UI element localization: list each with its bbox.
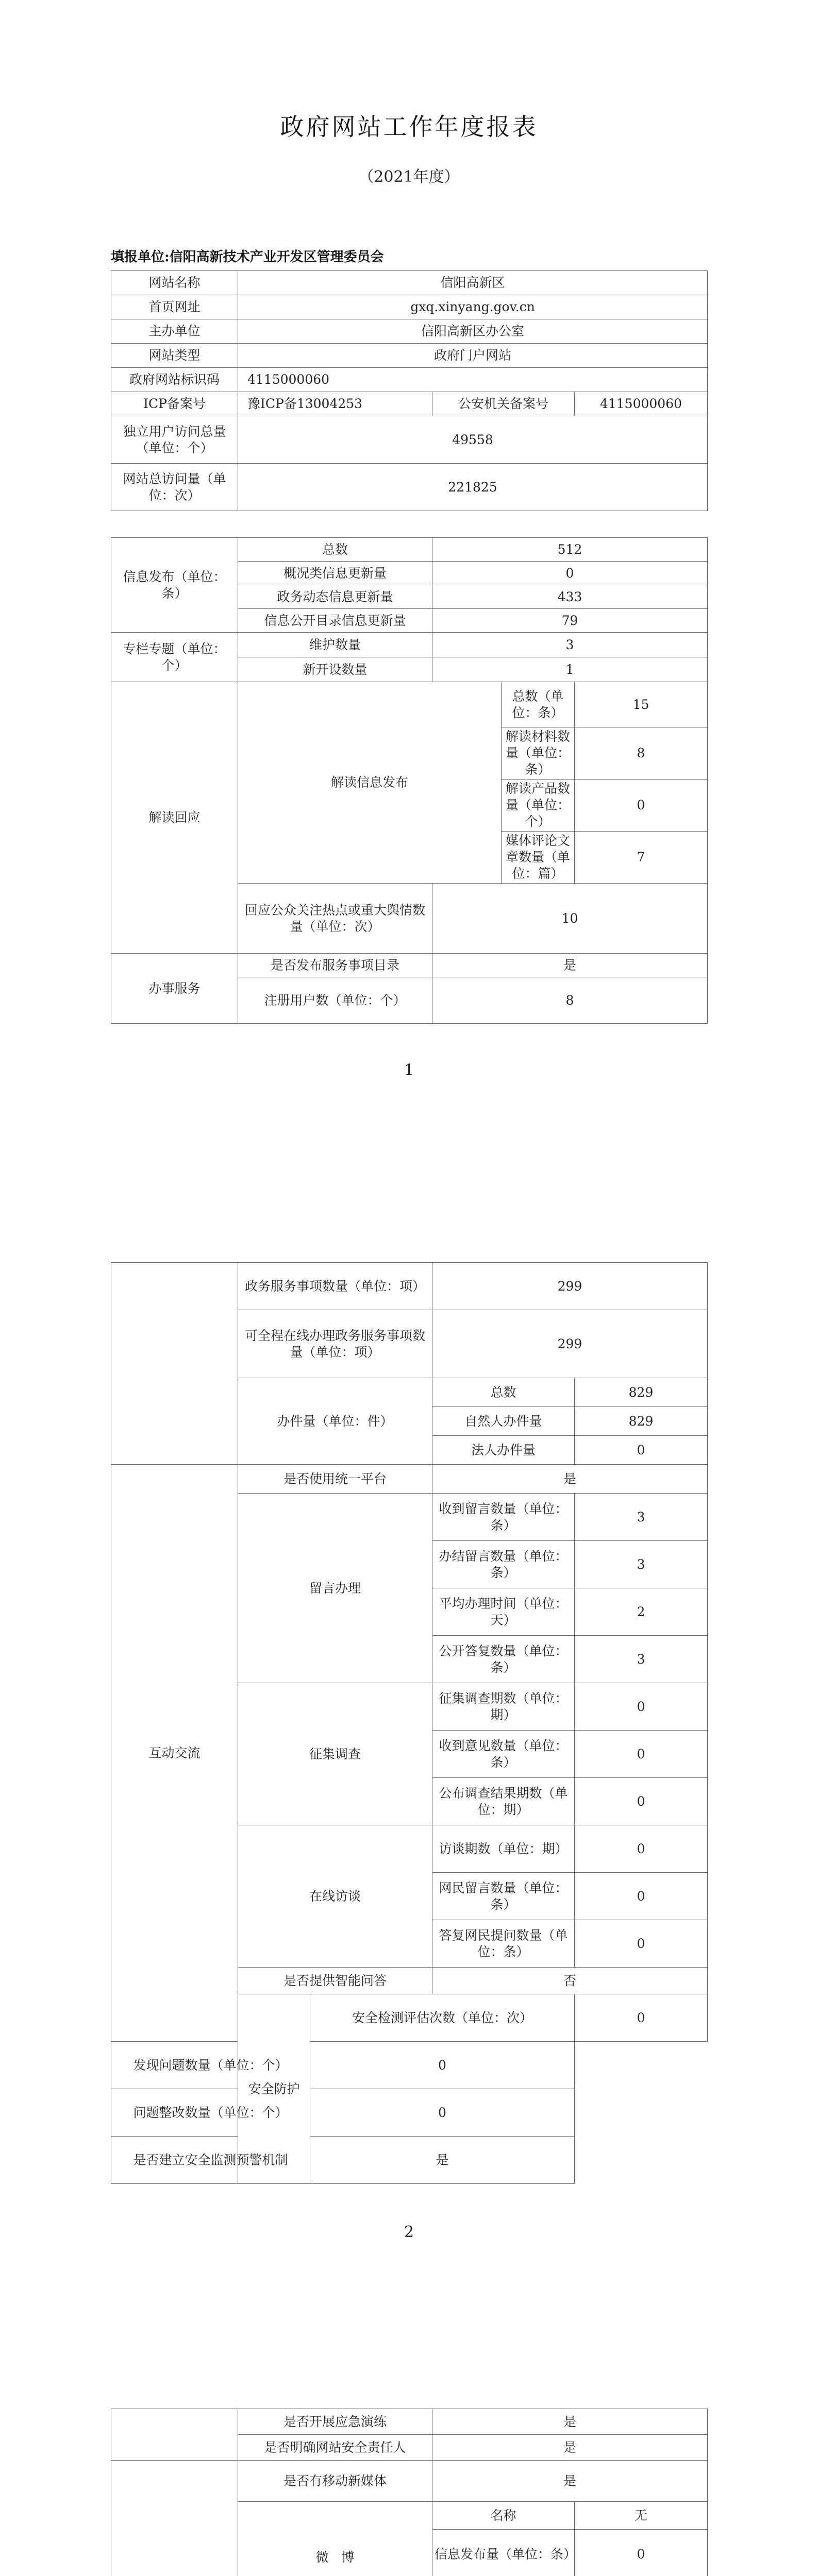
service-legal-value: 0 bbox=[575, 1436, 708, 1465]
report-table-page1 bbox=[111, 270, 708, 511]
site-code-value: 4115000060 bbox=[238, 368, 708, 392]
report-table-page3 bbox=[111, 2409, 708, 2576]
security-issues-label: 发现问题数量（单位：个） bbox=[111, 2042, 310, 2089]
uv-value: 49558 bbox=[238, 416, 708, 464]
info-overview-value: 0 bbox=[432, 562, 708, 585]
security-issues-value: 0 bbox=[310, 2042, 575, 2089]
interpret-label: 解读回应 bbox=[111, 682, 238, 954]
msg-public-value: 3 bbox=[575, 1636, 708, 1683]
interview-a-value: 0 bbox=[575, 1920, 708, 1968]
service-catalog-value: 是 bbox=[432, 954, 708, 977]
service-natural-value: 829 bbox=[575, 1407, 708, 1436]
service-handled-total-value: 829 bbox=[575, 1378, 708, 1407]
platform-value: 是 bbox=[432, 1465, 708, 1494]
service-label: 办事服务 bbox=[111, 954, 238, 1024]
interpret-products-value: 0 bbox=[575, 779, 708, 832]
report-year: （2021年度） bbox=[358, 168, 460, 186]
interpret-materials-label: 解读材料数量（单位：条） bbox=[502, 727, 575, 779]
security-fixed-label: 问题整改数量（单位：个） bbox=[111, 2089, 310, 2137]
interpret-sub-label: 解读信息发布 bbox=[238, 682, 502, 884]
reporting-unit: 填报单位:信阳高新技术产业开发区管理委员会 bbox=[111, 249, 384, 265]
survey-label: 征集调查 bbox=[238, 1683, 432, 1825]
interview-count-label: 访谈期数（单位：期） bbox=[432, 1825, 575, 1873]
security-label-cont bbox=[111, 2409, 238, 2461]
info-publish-label: 信息发布（单位：条） bbox=[111, 538, 238, 633]
pv-label: 网站总访问量（单位：次） bbox=[111, 464, 238, 511]
survey-results-value: 0 bbox=[575, 1778, 708, 1825]
site-type-label: 网站类型 bbox=[111, 344, 238, 368]
interview-q-value: 0 bbox=[575, 1873, 708, 1920]
service-legal-label: 法人办件量 bbox=[432, 1436, 575, 1465]
police-value: 4115000060 bbox=[575, 392, 708, 416]
security-label: 安全防护 bbox=[238, 1994, 310, 2184]
home-url-value: gxq.xinyang.gov.cn bbox=[238, 295, 708, 319]
page-number-2: 2 bbox=[404, 2223, 414, 2241]
page-title: 政府网站工作年度报表 bbox=[280, 113, 538, 141]
media-has-label: 是否有移动新媒体 bbox=[238, 2461, 432, 2502]
interview-q-label: 网民留言数量（单位：条） bbox=[432, 1873, 575, 1920]
icp-label: ICP备案号 bbox=[111, 392, 238, 416]
police-label: 公安机关备案号 bbox=[432, 392, 575, 416]
interpret-total-label: 总数（单位：条） bbox=[502, 682, 575, 727]
site-name-value: 信阳高新区 bbox=[238, 271, 708, 295]
interpret-respond-label: 回应公众关注热点或重大舆情数量（单位：次） bbox=[238, 884, 432, 954]
security-drill-label: 是否开展应急演练 bbox=[238, 2409, 432, 2435]
msg-received-value: 3 bbox=[575, 1494, 708, 1541]
interpret-media-value: 7 bbox=[575, 832, 708, 884]
security-checks-label: 安全检测评估次数（单位：次） bbox=[310, 1994, 575, 2042]
interaction-label: 互动交流 bbox=[111, 1465, 238, 2042]
msg-avg-label: 平均办理时间（单位：天） bbox=[432, 1588, 575, 1636]
security-drill-value: 是 bbox=[432, 2409, 708, 2435]
msg-done-label: 办结留言数量（单位：条） bbox=[432, 1541, 575, 1588]
service-online-label: 可全程在线办理政务服务事项数量（单位：项） bbox=[238, 1310, 432, 1378]
host-unit-label: 主办单位 bbox=[111, 319, 238, 344]
info-catalog-label: 信息公开目录信息更新量 bbox=[238, 609, 432, 633]
site-name-label: 网站名称 bbox=[111, 271, 238, 295]
uv-label: 独立用户访问总量（单位：个） bbox=[111, 416, 238, 464]
info-dynamic-label: 政务动态信息更新量 bbox=[238, 585, 432, 609]
msg-public-label: 公开答复数量（单位：条） bbox=[432, 1636, 575, 1683]
media-has-value: 是 bbox=[432, 2461, 708, 2502]
security-monitor-label: 是否建立安全监测预警机制 bbox=[111, 2137, 310, 2184]
interview-count-value: 0 bbox=[575, 1825, 708, 1873]
info-total-label: 总数 bbox=[238, 538, 432, 562]
topics-new-value: 1 bbox=[432, 657, 708, 682]
service-users-value: 8 bbox=[432, 977, 708, 1024]
msg-avg-value: 2 bbox=[575, 1588, 708, 1636]
topics-maintain-label: 维护数量 bbox=[238, 633, 432, 657]
info-total-value: 512 bbox=[432, 538, 708, 562]
service-users-label: 注册用户数（单位：个） bbox=[238, 977, 432, 1024]
weibo-posts-label: 信息发布量（单位：条） bbox=[432, 2530, 575, 2576]
media-label bbox=[111, 2461, 238, 2576]
service-handled-total-label: 总数 bbox=[432, 1378, 575, 1407]
service-catalog-label: 是否发布服务事项目录 bbox=[238, 954, 432, 977]
home-url-label: 首页网址 bbox=[111, 295, 238, 319]
interpret-total-value: 15 bbox=[575, 682, 708, 727]
security-owner-label: 是否明确网站安全责任人 bbox=[238, 2435, 432, 2461]
service-items-value: 299 bbox=[432, 1263, 708, 1310]
page-number-1: 1 bbox=[404, 1061, 414, 1079]
pv-value: 221825 bbox=[238, 464, 708, 511]
survey-opinions-value: 0 bbox=[575, 1731, 708, 1778]
service-items-label: 政务服务事项数量（单位：项） bbox=[238, 1263, 432, 1310]
service-natural-label: 自然人办件量 bbox=[432, 1407, 575, 1436]
interpret-respond-value: 10 bbox=[432, 884, 708, 954]
msg-received-label: 收到留言数量（单位：条） bbox=[432, 1494, 575, 1541]
topics-new-label: 新开设数量 bbox=[238, 657, 432, 682]
topics-label: 专栏专题（单位：个） bbox=[111, 633, 238, 682]
security-owner-value: 是 bbox=[432, 2435, 708, 2461]
msg-done-value: 3 bbox=[575, 1541, 708, 1588]
interpret-materials-value: 8 bbox=[575, 727, 708, 779]
report-table-page1b bbox=[111, 537, 708, 1024]
survey-count-value: 0 bbox=[575, 1683, 708, 1731]
info-catalog-value: 79 bbox=[432, 609, 708, 633]
interpret-media-label: 媒体评论文章数量（单位：篇） bbox=[502, 832, 575, 884]
host-unit-value: 信阳高新区办公室 bbox=[238, 319, 708, 344]
platform-label: 是否使用统一平台 bbox=[238, 1465, 432, 1494]
icp-value: 豫ICP备13004253 bbox=[238, 392, 432, 416]
smart-qa-value: 否 bbox=[432, 1968, 708, 1994]
weibo-name-label: 名称 bbox=[432, 2502, 575, 2530]
smart-qa-label: 是否提供智能问答 bbox=[238, 1968, 432, 1994]
survey-results-label: 公布调查结果期数（单位：期） bbox=[432, 1778, 575, 1825]
security-monitor-value: 是 bbox=[310, 2137, 575, 2184]
security-checks-value: 0 bbox=[575, 1994, 708, 2042]
info-overview-label: 概况类信息更新量 bbox=[238, 562, 432, 585]
site-code-label: 政府网站标识码 bbox=[111, 368, 238, 392]
weibo-name-value: 无 bbox=[575, 2502, 708, 2530]
interview-label: 在线访谈 bbox=[238, 1825, 432, 1968]
interview-a-label: 答复网民提问数量（单位：条） bbox=[432, 1920, 575, 1968]
info-dynamic-value: 433 bbox=[432, 585, 708, 609]
survey-count-label: 征集调查期数（单位：期） bbox=[432, 1683, 575, 1731]
service-label-cont bbox=[111, 1263, 238, 1465]
topics-maintain-value: 3 bbox=[432, 633, 708, 657]
survey-opinions-label: 收到意见数量（单位：条） bbox=[432, 1731, 575, 1778]
site-type-value: 政府门户网站 bbox=[238, 344, 708, 368]
security-fixed-value: 0 bbox=[310, 2089, 575, 2137]
report-table-page2 bbox=[111, 1262, 708, 2184]
interpret-products-label: 解读产品数量（单位：个） bbox=[502, 779, 575, 832]
msg-label: 留言办理 bbox=[238, 1494, 432, 1683]
service-handled-label: 办件量（单位：件） bbox=[238, 1378, 432, 1465]
weibo-posts-value: 0 bbox=[575, 2530, 708, 2576]
weibo-label: 微 博 bbox=[238, 2502, 432, 2576]
service-online-value: 299 bbox=[432, 1310, 708, 1378]
